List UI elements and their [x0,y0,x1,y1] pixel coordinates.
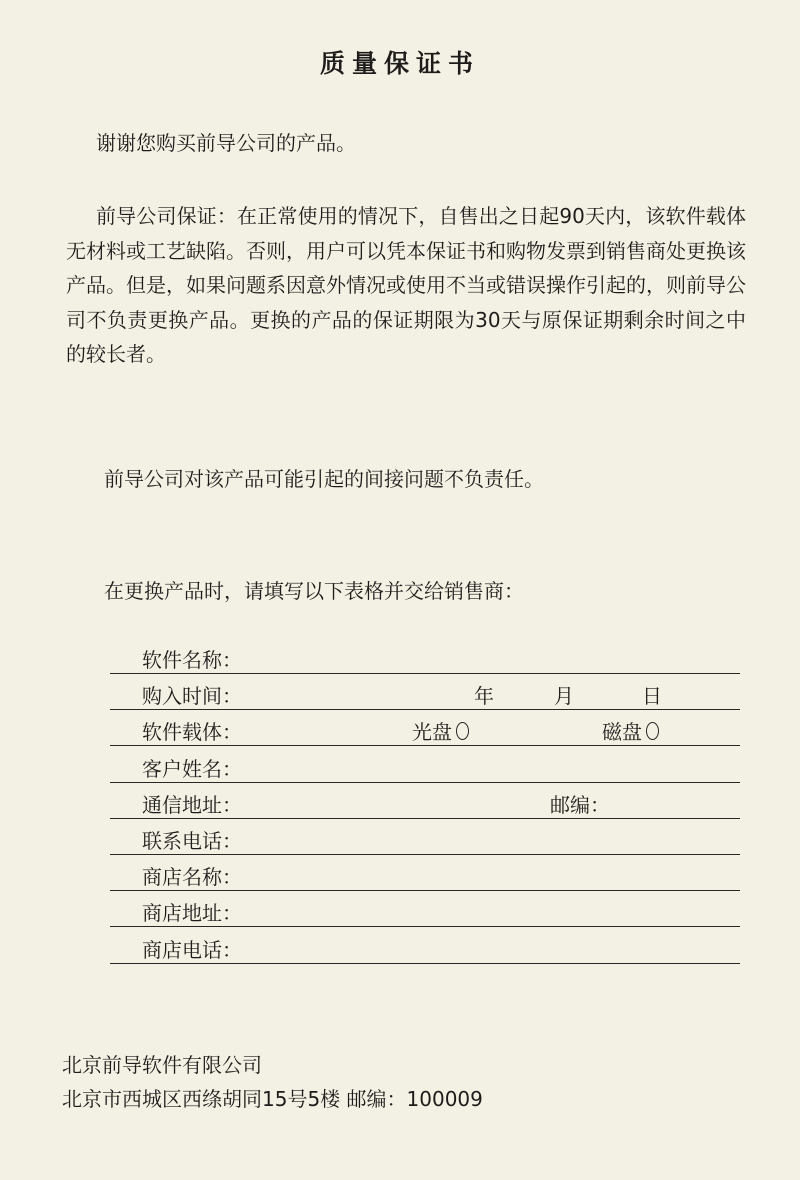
year-label: 年 [474,684,494,709]
address-field[interactable] [110,787,740,819]
thanks-paragraph: 谢谢您购买前导公司的产品。 [96,131,356,155]
shop-name-label: 商店名称： [142,865,242,890]
address-label: 通信地址： [142,792,242,817]
liability-paragraph: 前导公司对该产品可能引起的间接问题不负责任。 [104,467,544,491]
shop-address-label: 商店地址： [142,901,242,926]
day-label: 日 [642,684,662,709]
month-label: 月 [554,684,574,709]
disk-option[interactable] [602,720,659,745]
document-title: 质量保证书 [319,49,480,78]
shop-address-field[interactable] [110,895,740,927]
phone-label: 联系电话： [142,828,242,853]
company-name: 北京前导软件有限公司 [62,1053,262,1077]
software-name-field[interactable] [110,642,740,674]
cd-label: 光盘 [412,720,452,745]
software-media-label: 软件载体： [142,720,242,745]
shop-phone-field[interactable] [110,932,740,964]
disk-label: 磁盘 [602,720,642,745]
cd-checkbox-circle-icon[interactable] [456,722,469,740]
shop-name-field[interactable] [110,859,740,891]
customer-name-label: 客户姓名： [142,756,242,781]
instruction-paragraph: 在更换产品时，请填写以下表格并交给销售商： [104,579,524,603]
warranty-paragraph: 前导公司保证：在正常使用的情况下，自售出之日起90天内，该软件载体无材料或工艺缺陷。否则，用户可以凭本保证书和购物发票到销售商处更换该产品。但是，如果问题系因意外情况或使用不当或错误操作引起的，则前导公司不负责更换产品。更换的产品的保证期限为30天与原保证期剩余时间之中的较长者。 [66,204,746,366]
cd-option[interactable] [412,720,469,745]
software-media-field [110,714,740,746]
disk-checkbox-circle-icon[interactable] [646,722,659,740]
customer-name-field[interactable] [110,751,740,783]
software-name-label: 软件名称： [142,648,242,672]
purchase-time-field[interactable] [110,678,740,710]
company-address: 北京市西城区西绦胡同15号5楼 邮编：100009 [62,1087,483,1111]
phone-field[interactable] [110,823,740,855]
replacement-form [110,642,740,968]
postcode-label: 邮编： [550,792,610,817]
shop-phone-label: 商店电话： [142,937,242,962]
purchase-time-label: 购入时间： [142,684,242,709]
